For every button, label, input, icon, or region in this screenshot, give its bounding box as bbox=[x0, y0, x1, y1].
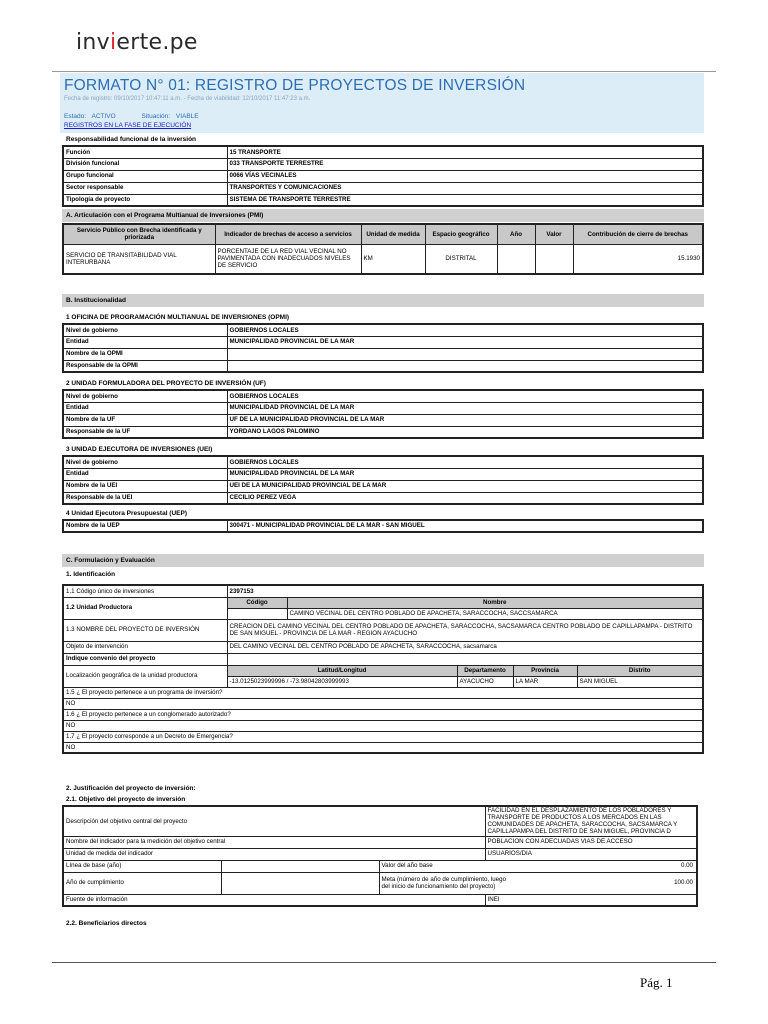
registros-ejecucion-link[interactable]: REGISTROS EN LA FASE DE EJECUCIÓN bbox=[64, 122, 192, 129]
table-row: 1.5 ¿ El proyecto pertenece a un programa de inversión? bbox=[63, 687, 703, 698]
estado-value: ACTIVO bbox=[91, 113, 116, 120]
table-row: Entidad MUNICIPALIDAD PROVINCIAL DE LA MAR bbox=[63, 468, 703, 480]
identificacion-title: 1. Identificación bbox=[66, 571, 116, 578]
objetivo-title: 2.1. Objetivo del proyecto de inversión bbox=[66, 796, 186, 803]
identificacion-table bbox=[62, 584, 704, 754]
table-row: Localización geográfica de la unidad productora Latitud/Longitud Departamento Provincia Distrito bbox=[63, 665, 703, 676]
uep-title: 4 Unidad Ejecutora Presupuestal (UEP) bbox=[66, 510, 188, 517]
table-row: Nombre de la UF UF DE LA MUNICIPALIDAD PROVINCIAL DE LA MAR bbox=[63, 414, 703, 426]
table-row: Nivel de gobierno GOBIERNOS LOCALES bbox=[63, 456, 703, 468]
table-row: Descripción del objetivo central del proyecto FACILIDAD EN EL DESPLAZAMIENTO DE LOS POBLADORES Y TRANSPORTE DE PRODUCTOS A LOS MERCADOS EN LAS COMUNIDADES DE APACHETA, SARACCOCHA, SACSAMARCA Y CAPILLAPAMPA DEL DISTRITO DE SAN MIGUEL, PROVINCIA D bbox=[63, 806, 697, 836]
situacion-label: Situación: bbox=[141, 113, 171, 120]
table-row: Grupo funcional 0066 VÍAS VECINALES bbox=[63, 170, 703, 182]
table-row: Nivel de gobierno GOBIERNOS LOCALES bbox=[63, 324, 703, 336]
document-title: FORMATO N° 01: REGISTRO DE PROYECTOS DE INVERSIÓN bbox=[64, 77, 526, 94]
uei-title: 3 UNIDAD EJECUTORA DE INVERSIONES (UEI) bbox=[66, 446, 213, 453]
estado-label: Estado: bbox=[64, 113, 87, 120]
table-row: 1.2 Unidad Productora Código Nombre bbox=[63, 597, 703, 608]
table-row: NO bbox=[63, 698, 703, 709]
table-row: 1.7 ¿ El proyecto corresponde a un Decreto de Emergencia? bbox=[63, 731, 703, 742]
invierte-logo: invierte.pe bbox=[76, 30, 198, 55]
table-row: SERVICIO DE TRANSITABILIDAD VIAL INTERURBANA PORCENTAJE DE LA RED VIAL VECINAL NO PAVIMENTADA CON INADECUADOS NIVELES DE SERVICIO KM DISTRITAL 15.1930 bbox=[63, 244, 703, 274]
table-row: 1.3 NOMBRE DEL PROYECTO DE INVERSIÓN CREACION DEL CAMINO VECINAL DEL CENTRO POBLADO DE APACHETA, SARACCOCHA, SACSAMARCA CENTRO POBLADO DE CAPILLAPAMPA - DISTRITO DE SAN MIGUEL - PROVINCIA DE LA MAR - REGION AYACUCHO bbox=[63, 619, 703, 641]
table-row: División funcional 033 TRANSPORTE TERRESTRE bbox=[63, 158, 703, 170]
opmi-table bbox=[62, 323, 704, 373]
situacion-value: VIABLE bbox=[175, 113, 199, 120]
table-row: Unidad de medida del indicador USUARIOS/DIA bbox=[63, 848, 697, 860]
table-row: Año de cumplimiento Meta (número de año de cumplimiento, luego del inicio de funcionamiento del proyecto) 100.00 bbox=[63, 872, 697, 894]
table-row: Indique convenio del proyecto bbox=[63, 653, 703, 665]
table-header-row: Servicio Público con Brecha identificada y priorizada Indicador de brechas de acceso a servicios Unidad de medida Espacio geográfico Año Valor Contribución de cierre de brechas bbox=[63, 224, 703, 244]
table-row: Responsable de la UF YORDANO LAGOS PALOMINO bbox=[63, 426, 703, 438]
justificacion-title: 2. Justificación del proyecto de inversión: bbox=[66, 785, 196, 792]
opmi-title: 1 OFICINA DE PROGRAMACIÓN MULTIANUAL DE INVERSIONES (OPMI) bbox=[66, 314, 290, 321]
table-row: CAMINO VECINAL DEL CENTRO POBLADO DE APACHETA, SARACCOCHA, SACCSAMARCA bbox=[63, 608, 703, 619]
table-row: Nombre de la OPMI bbox=[63, 348, 703, 360]
uf-title: 2 UNIDAD FORMULADORA DEL PROYECTO DE INVERSIÓN (UF) bbox=[66, 380, 266, 387]
meta-label: Meta (número de año de cumplimiento, luego del inicio de funcionamiento del proyecto) bbox=[381, 875, 507, 890]
table-row: Nombre del indicador para la medición del objetivo central POBLACION CON ADECUADAS VIAS DE ACCESO bbox=[63, 836, 697, 848]
table-row: Responsable de la OPMI bbox=[63, 360, 703, 372]
meta-value: 100.00 bbox=[674, 879, 693, 887]
table-row: NO bbox=[63, 720, 703, 731]
objetivo-table bbox=[62, 805, 698, 907]
table-row: Tipología de proyecto SISTEMA DE TRANSPORTE TERRESTRE bbox=[63, 194, 703, 206]
section-a-bar: A. Articulación con el Programa Multianual de Inversiones (PMI) bbox=[62, 209, 704, 222]
uei-table bbox=[62, 455, 704, 505]
section-c-bar: C. Formulación y Evaluación bbox=[62, 554, 704, 567]
page-number: Pág. 1 bbox=[640, 975, 673, 990]
table-row: Línea de base (año) Valor del año base 0.00 bbox=[63, 860, 697, 872]
table-row: Responsable de la UEI CECILIO PEREZ VEGA bbox=[63, 492, 703, 504]
table-row: Fuente de información INEI bbox=[63, 894, 697, 906]
table-row: Función 15 TRANSPORTE bbox=[63, 146, 703, 158]
pmi-table bbox=[62, 223, 704, 275]
beneficiarios-title: 2.2. Beneficiarios directos bbox=[66, 920, 147, 927]
table-row: 1.1 Código único de inversiones 2397153 bbox=[63, 585, 703, 597]
registration-dates: Fecha de registro: 09/10/2017 10:47:11 a.m. - Fecha de viabilidad: 12/10/2017 11:47:23 a.m. bbox=[64, 96, 311, 102]
responsabilidad-title: Responsabilidad funcional de la inversión bbox=[66, 136, 197, 143]
section-b-bar: B. Institucionalidad bbox=[62, 294, 704, 307]
responsabilidad-table bbox=[62, 145, 704, 207]
table-row: Sector responsable TRANSPORTES Y COMUNICACIONES bbox=[63, 182, 703, 194]
valor-anio-base-label: Valor del año base bbox=[381, 862, 433, 870]
table-row: Entidad MUNICIPALIDAD PROVINCIAL DE LA MAR bbox=[63, 402, 703, 414]
table-row: Nombre de la UEI UEI DE LA MUNICIPALIDAD PROVINCIAL DE LA MAR bbox=[63, 480, 703, 492]
table-row: Entidad MUNICIPALIDAD PROVINCIAL DE LA MAR bbox=[63, 336, 703, 348]
table-row: Nivel de gobierno GOBIERNOS LOCALES bbox=[63, 390, 703, 402]
uf-table bbox=[62, 389, 704, 439]
table-row: -13.0125023999996 / -73.98042803999993 AYACUCHO LA MAR SAN MIGUEL bbox=[63, 676, 703, 687]
table-row: Objeto de intervención DEL CAMINO VECINAL DEL CENTRO POBLADO DE APACHETA, SARACCOCHA, sacsamarca bbox=[63, 641, 703, 653]
valor-anio-base-value: 0.00 bbox=[680, 862, 693, 870]
top-divider bbox=[52, 71, 716, 72]
status-line bbox=[64, 113, 203, 120]
footer-divider bbox=[52, 962, 716, 963]
table-row: Nombre de la UEP 300471 - MUNICIPALIDAD PROVINCIAL DE LA MAR - SAN MIGUEL bbox=[63, 520, 703, 532]
uep-table bbox=[62, 519, 704, 533]
table-row: 1.6 ¿ El proyecto pertenece a un conglomerado autorizado? bbox=[63, 709, 703, 720]
table-row: NO bbox=[63, 742, 703, 753]
